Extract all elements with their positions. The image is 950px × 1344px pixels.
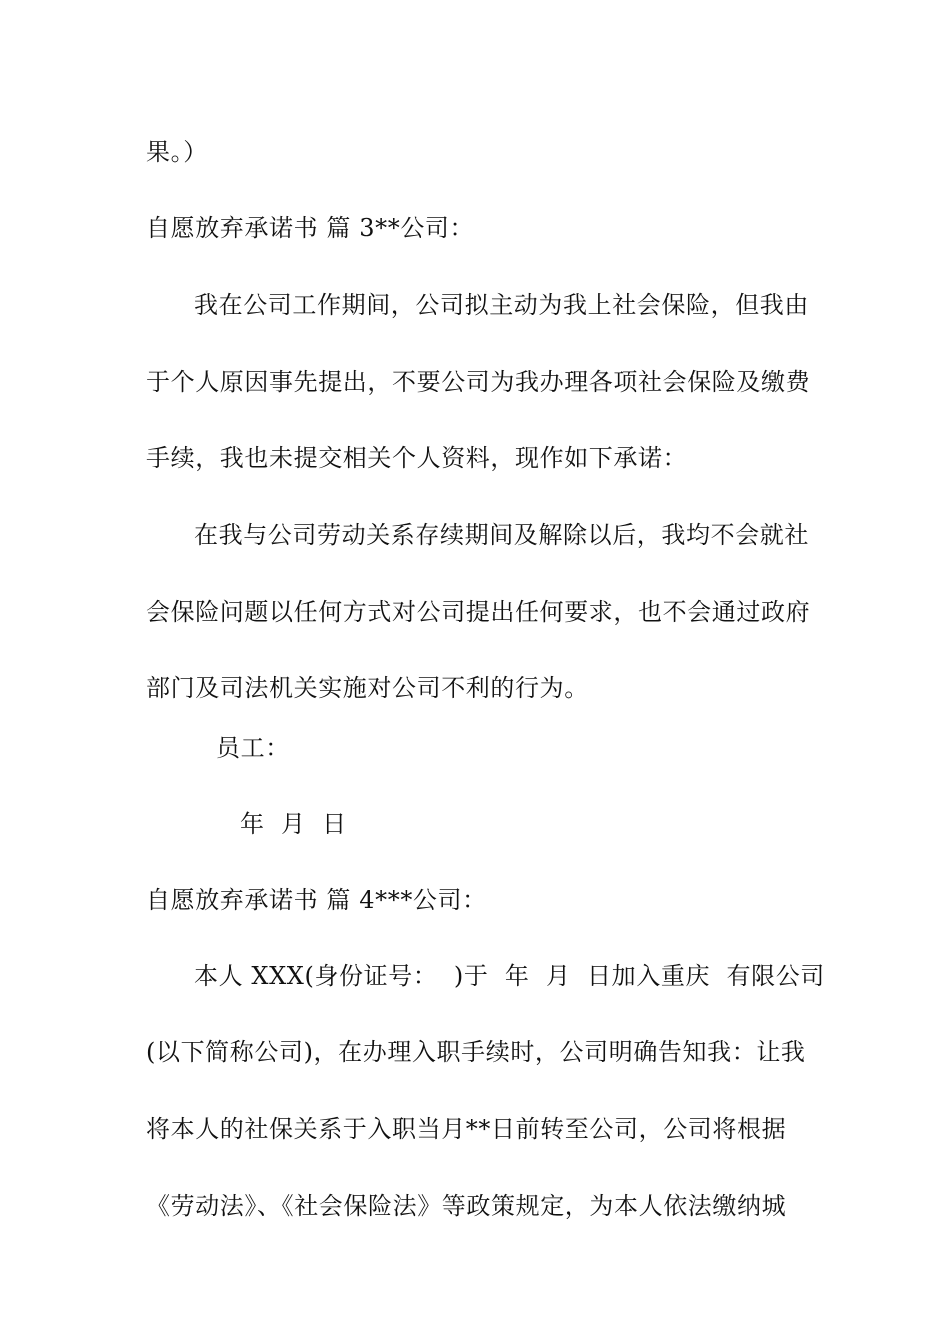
paragraph-line: 于个人原因事先提出，不要公司为我办理各项社会保险及缴费 xyxy=(146,368,811,396)
paragraph-line: 《劳动法》、《社会保险法》等政策规定，为本人依法缴纳城 xyxy=(146,1192,787,1220)
text-line-continuation: 果。） xyxy=(146,138,208,166)
signature-employee: 员工： xyxy=(216,734,290,762)
paragraph-line: 本人 XXX(身份证号： )于 年 月 日加入重庆 有限公司 xyxy=(194,962,825,990)
paragraph-line: 在我与公司劳动关系存续期间及解除以后，我均不会就社 xyxy=(194,521,809,549)
heading-pledge-3: 自愿放弃承诺书 篇 3**公司： xyxy=(146,214,475,242)
paragraph-line: 将本人的社保关系于入职当月**日前转至公司，公司将根据 xyxy=(146,1115,787,1143)
heading-pledge-4: 自愿放弃承诺书 篇 4***公司： xyxy=(146,886,487,914)
paragraph-line: (以下简称公司)，在办理入职手续时，公司明确告知我：让我 xyxy=(146,1038,806,1066)
signature-date: 年 月 日 xyxy=(240,810,347,838)
paragraph-line: 手续，我也未提交相关个人资料，现作如下承诺： xyxy=(146,444,688,472)
paragraph-line: 我在公司工作期间，公司拟主动为我上社会保险，但我由 xyxy=(194,291,809,319)
paragraph-line: 会保险问题以任何方式对公司提出任何要求，也不会通过政府 xyxy=(146,598,811,626)
paragraph-line: 部门及司法机关实施对公司不利的行为。 xyxy=(146,674,589,702)
